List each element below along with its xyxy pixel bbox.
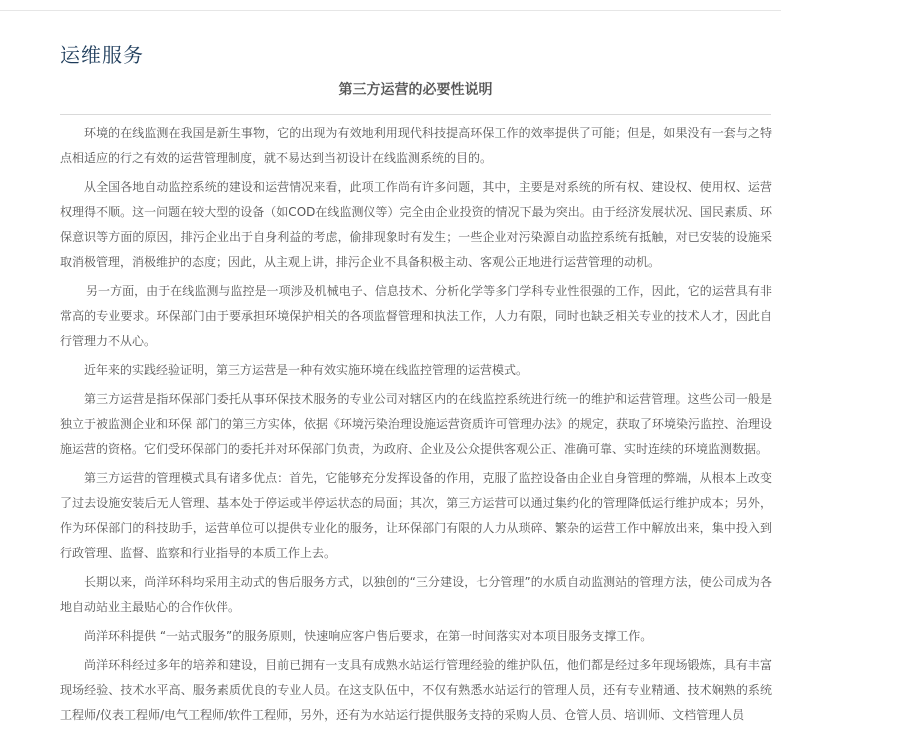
article-paragraph: 环境的在线监测在我国是新生事物，它的出现为有效地利用现代科技提高环保工作的效率提供了可能；但是，如果没有一套与之特点相适应的行之有效的运营管理制度，就不易达到当初设计在线监测系统的目的。 (60, 126, 772, 165)
article-body (60, 121, 772, 732)
article-paragraph: 尚洋环科提供 “一站式服务”的服务原则，快速响应客户售后要求，在第一时间落实对本项目服务支撑工作。 (84, 629, 653, 643)
article-paragraph: 近年来的实践经验证明，第三方运营是一种有效实施环境在线监控管理的运营模式。 (84, 363, 529, 377)
article-paragraph: 尚洋环科经过多年的培养和建设，目前已拥有一支具有成熟水站运行管理经验的维护队伍，他们都是经过多年现场锻炼，具有丰富现场经验、技术水平高、服务素质优良的专业人员。在这支队伍中，不仅有熟悉水站运行的管理人员，还有专业精通、技术娴熟的系统工程师/仪表工程师/电气工程师/软件工程师，另外，还有为水站运行提供服务支持的采购人员、仓管人员、培训师、文档管理人员 (60, 658, 772, 722)
article-paragraph: 长期以来，尚洋环科均采用主动式的售后服务方式，以独创的“三分建设，七分管理”的水质自动监测站的管理方法，使公司成为各地自动站业主最贴心的合作伙伴。 (60, 575, 772, 614)
article-paragraph: 从全国各地自动监控系统的建设和运营情况来看，此项工作尚有许多问题，其中，主要是对系统的所有权、建设权、使用权、运营权理得不顺。这一问题在较大型的设备（如COD在线监测仪等）完全由企业投资的情况下最为突出。由于经济发展状况、国民素质、环保意识等方面的原因，排污企业出于自身利益的考虑，偷排现象时有发生；一些企业对污染源自动监控系统有抵触，对已安装的设施采取消极管理，消极维护的态度；因此，从主观上讲，排污企业不具备积极主动、客观公正地进行运营管理的动机。 (60, 180, 772, 269)
article-paragraph: 第三方运营的管理模式具有诸多优点：首先，它能够充分发挥设备的作用，克服了监控设备由企业自身管理的弊端，从根本上改变了过去设施安装后无人管理、基本处于停运或半停运状态的局面；其次，第三方运营可以通过集约化的管理降低运行维护成本；另外，作为环保部门的科技助手，运营单位可以提供专业化的服务，让环保部门有限的人力从琐碎、繁杂的运营工作中解放出来，集中投入到行政管理、监督、监察和行业指导的本质工作上去。 (60, 471, 772, 560)
article-title: 第三方运营的必要性说明 (338, 82, 493, 98)
top-divider (0, 10, 781, 11)
title-divider (60, 114, 771, 115)
article-paragraph: 第三方运营是指环保部门委托从事环保技术服务的专业公司对辖区内的在线监控系统进行统一的维护和运营管理。这些公司一般是独立于被监测企业和环保 部门的第三方实体，依据《环境污染治理设施运营资质许可管理办法》的规定，获取了环境染污监控、治理设施运营的资格。它们受环保部门的委托并对环保部门负责，为政府、企业及公众提供客观公正、准确可靠、实时连续的环境监测数据。 (60, 392, 772, 456)
article-paragraph: 另一方面，由于在线监测与监控是一项涉及机械电子、信息技术、分析化学等多门学科专业性很强的工作，因此，它的运营具有非常高的专业要求。环保部门由于要承担环境保护相关的各项监督管理和执法工作，人力有限，同时也缺乏相关专业的技术人才，因此自行管理力不从心。 (60, 284, 772, 348)
page-title: 运维服务 (60, 43, 144, 67)
